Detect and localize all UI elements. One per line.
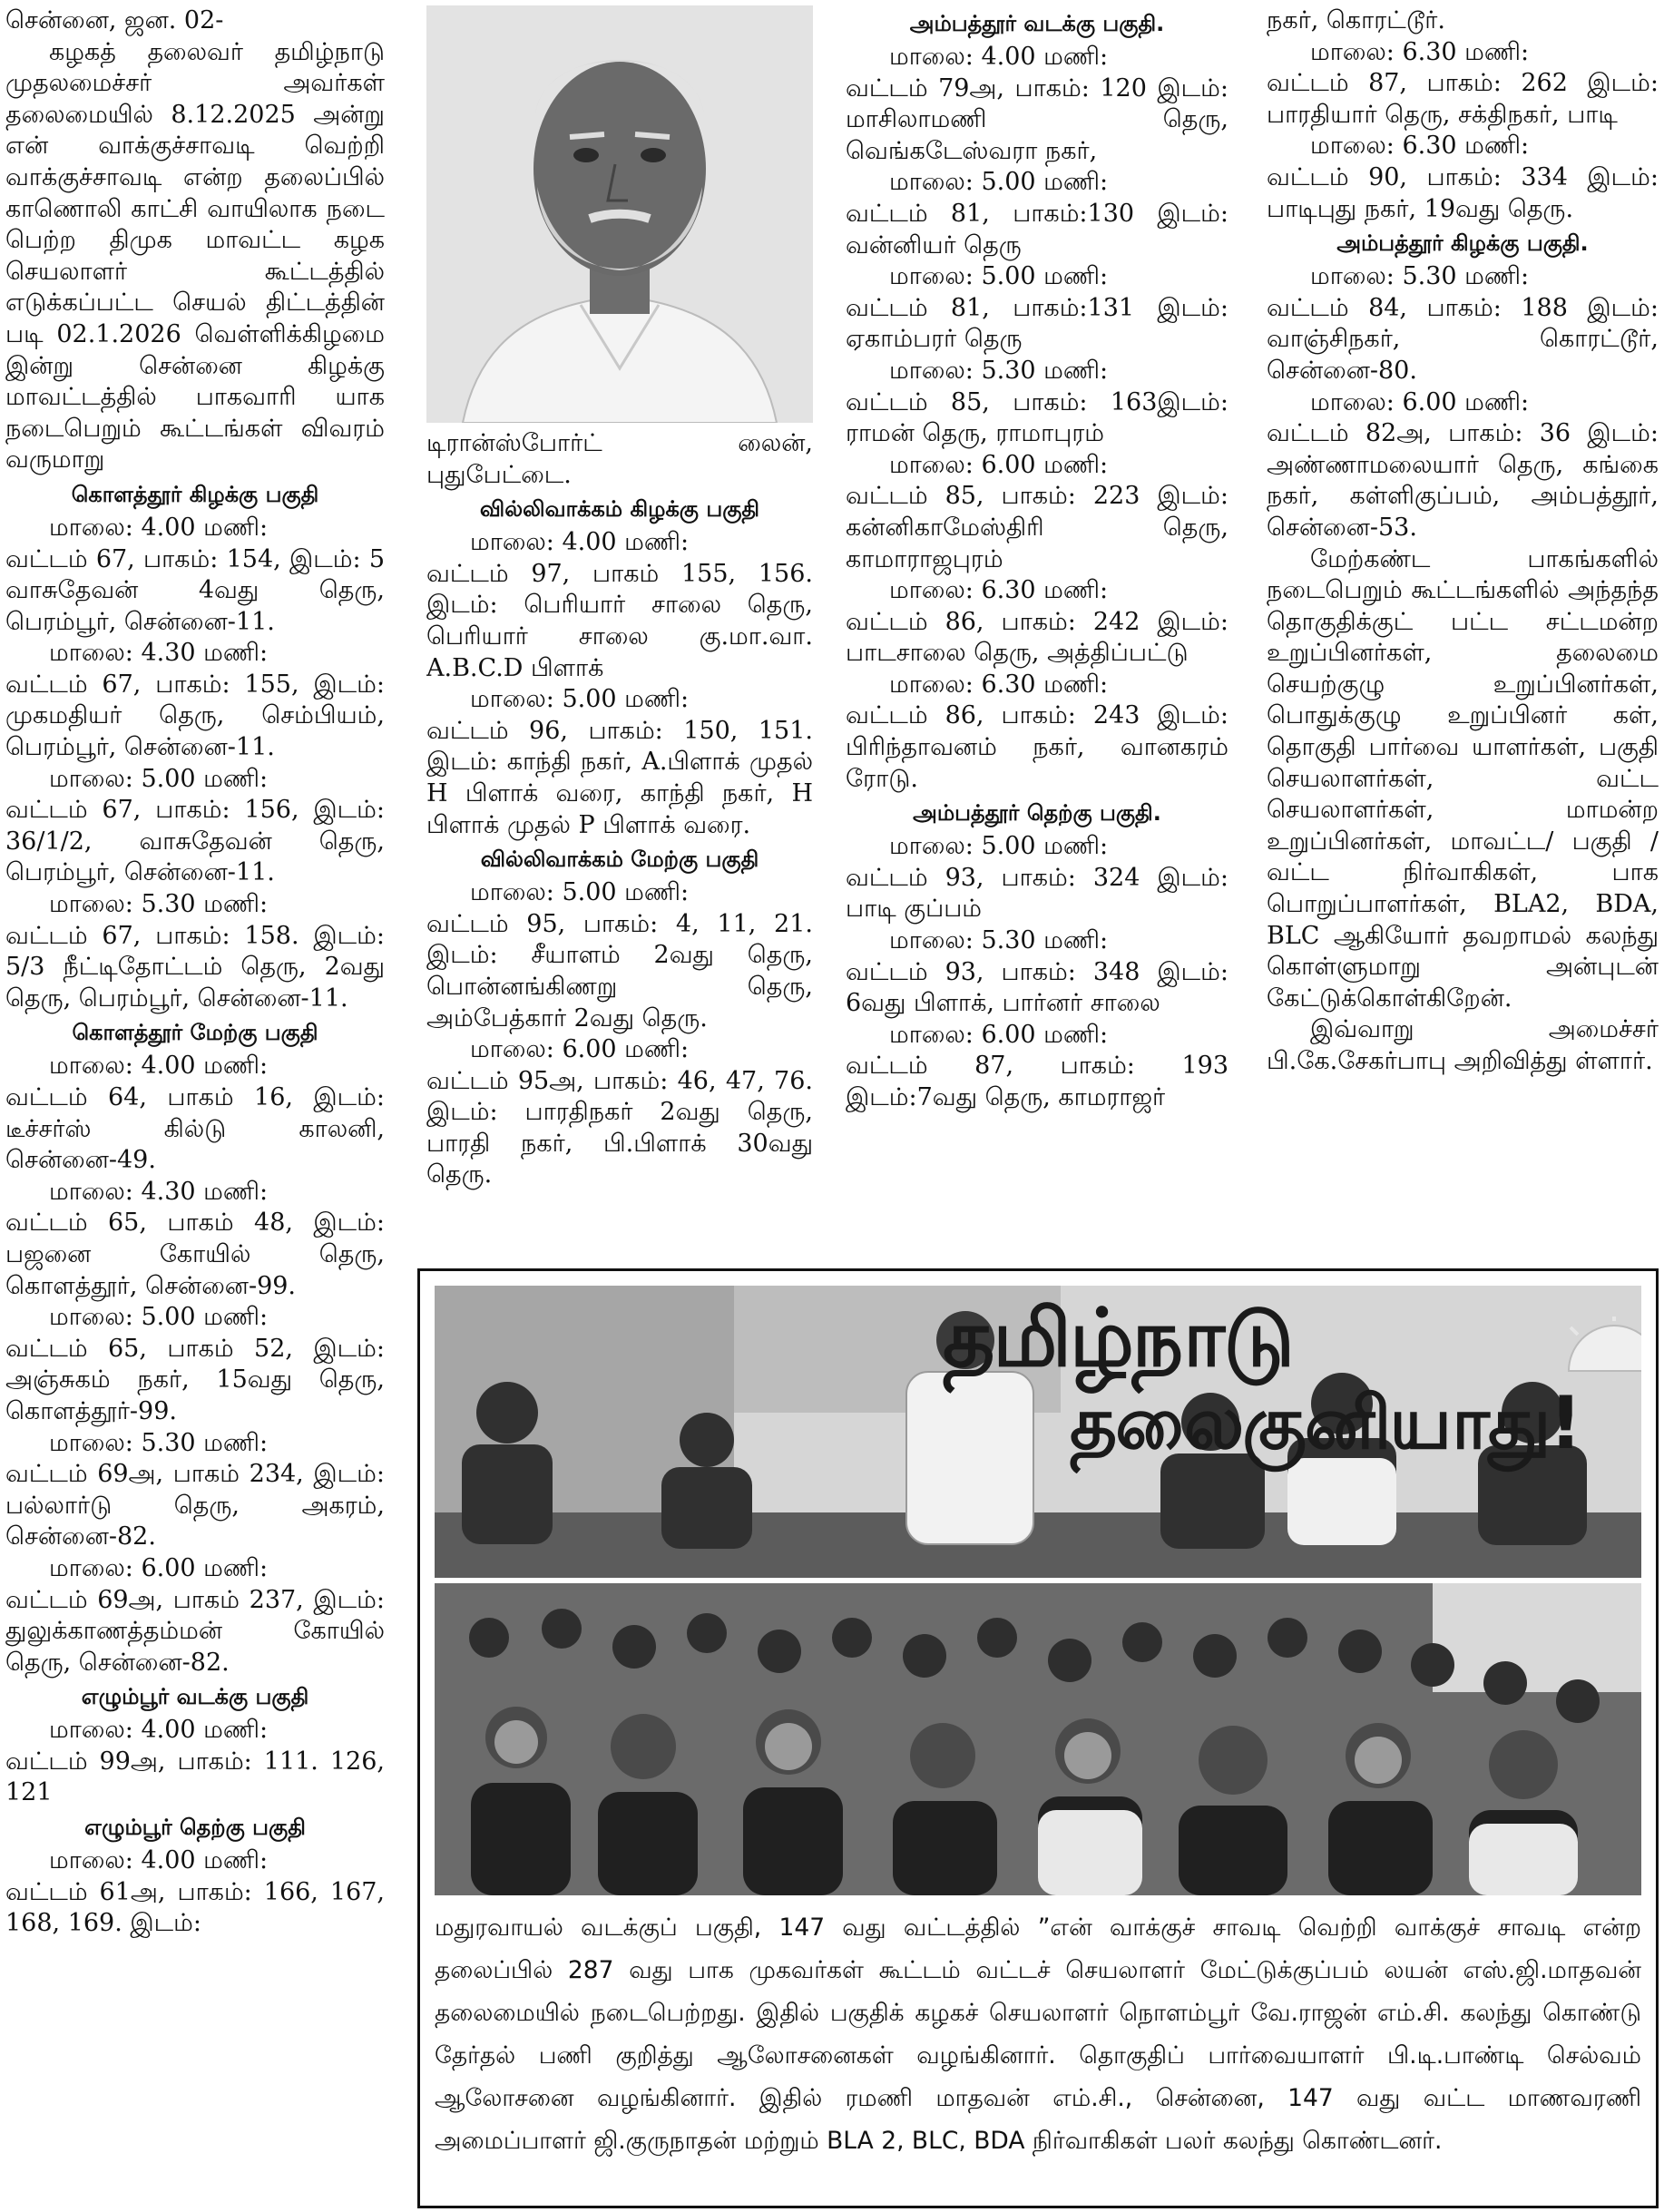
crowd-photo: [435, 1583, 1641, 1895]
paragraph: மாலை: 6.30 மணி:: [889, 670, 1109, 699]
paragraph: வட்டம் 90, பாகம்: 334 இடம்: பாடிபுது நகர், 19வது தெரு.: [1267, 162, 1659, 223]
portrait-photo: [426, 5, 813, 423]
paragraph: வட்டம் 81, பாகம்:131 இடம்: ஏகாம்பரர் தெரு: [846, 293, 1228, 354]
banner-text-line-1: தமிழ்நாடு: [943, 1291, 1293, 1385]
paragraph: கழகத் தலைவர் தமிழ்நாடு முதலமைச்சர் அவர்கள் தலைமையில் 8.12.2025 அன்று என் வாக்குச்சாவடி வெற்றி வாக்குச்சாவடி என்ற தலைப்பில் காணொலி காட்சி வாயிலாக நடை பெற்ற திமுக மாவட்ட கழக செயலாளர் கூட்டத்தில் எடுக்கப்பட்ட செயல் திட்டத்தின் படி 02.1.2026 வெள்ளிக்கிழமை இன்று சென்னை கிழக்கு மாவட்டத்தில் பாகவாரி யாக நடைபெறும் கூட்டங்கள் விவரம் வருமாறு: [5, 37, 385, 475]
paragraph: வட்டம் 69அ, பாகம் 237, இடம்: துலுக்காணத்தம்மன் கோயில் தெரு, சென்னை-82.: [5, 1585, 385, 1677]
paragraph: மாலை: 6.30 மணி:: [1310, 37, 1530, 66]
paragraph: வட்டம் 67, பாகம்: 158. இடம்: 5/3 நீட்டிதோட்டம் தெரு, 2வது தெரு, பெரம்பூர், சென்னை-11.: [5, 921, 385, 1013]
paragraph: மாலை: 4.00 மணி:: [49, 1052, 269, 1081]
news-photo-box: [417, 1268, 1659, 2208]
rising-sun-icon: [1560, 1316, 1641, 1380]
paragraph: மாலை: 5.00 மணி:: [889, 832, 1109, 861]
paragraph: மாலை: 5.00 மணி:: [889, 262, 1109, 291]
paragraph: மாலை: 4.00 மணி:: [49, 1716, 269, 1745]
banner-text-line-2: தலைகுனியாது!: [1070, 1381, 1581, 1465]
paragraph: மாலை: 6.00 மணி:: [49, 1553, 269, 1582]
paragraph: வட்டம் 99அ, பாகம்: 111. 126, 121: [5, 1747, 385, 1807]
section-heading: வில்லிவாக்கம் மேற்கு பகுதி: [480, 847, 759, 873]
paragraph: வட்டம் 93, பாகம்: 348 இடம்: 6வது பிளாக், பார்னர் சாலை: [846, 957, 1228, 1018]
paragraph: மாலை: 5.00 மணி:: [470, 878, 690, 907]
paragraph: வட்டம் 97, பாகம் 155, 156. இடம்: பெரியார் சாலை தெரு, பெரியார் சாலை கு.மா.வா. A.B.C.D பிளாக்: [426, 559, 813, 682]
stage-photo: [435, 1286, 1641, 1578]
section-heading: வில்லிவாக்கம் கிழக்கு பகுதி: [479, 496, 760, 523]
paragraph: மாலை: 5.00 மணி:: [889, 168, 1109, 197]
paragraph: வட்டம் 61அ, பாகம்: 166, 167, 168, 169. இடம்:: [5, 1877, 385, 1938]
paragraph: வட்டம் 85, பாகம்: 163இடம்: ராமன் தெரு, ராமாபுரம்: [846, 387, 1228, 448]
paragraph: வட்டம் 79அ, பாகம்: 120 இடம்: மாசிலாமணி தெரு, வெங்கடேஸ்வரா நகர்,: [846, 73, 1228, 165]
section-heading: அம்பத்தூர் கிழக்கு பகுதி.: [1336, 230, 1589, 257]
paragraph: வட்டம் 65, பாகம் 52, இடம்: அஞ்சுகம் நகர், 15வது தெரு, கொளத்தூர்-99.: [5, 1334, 385, 1425]
paragraph: மாலை: 5.00 மணி:: [49, 764, 269, 793]
paragraph: மாலை: 6.30 மணி:: [1310, 132, 1530, 161]
paragraph: வட்டம் 67, பாகம்: 154, இடம்: 5 வாசுதேவன் 4வது தெரு, பெரம்பூர், சென்னை-11.: [5, 544, 385, 636]
paragraph: வட்டம் 65, பாகம் 48, இடம்: பஜனை கோயில் தெரு, கொளத்தூர், சென்னை-99.: [5, 1209, 385, 1300]
section-heading: எழும்பூர் தெற்கு பகுதி: [84, 1815, 306, 1841]
paragraph: வட்டம் 86, பாகம்: 243 இடம்: பிரிந்தாவனம் நகர், வானகரம் ரோடு.: [846, 701, 1228, 793]
crowd-illustration: [435, 1583, 1641, 1895]
article-column-3: [846, 5, 1228, 1248]
paragraph: வட்டம் 95, பாகம்: 4, 11, 21. இடம்: சீயாளம் 2வது தெரு, பொன்னங்கிணறு தெரு, அம்பேத்கார் 2வது தெரு.: [426, 909, 813, 1033]
paragraph: வட்டம் 87, பாகம்: 262 இடம்: பாரதியார் தெரு, சக்திநகர், பாடி: [1267, 69, 1659, 129]
paragraph: வட்டம் 85, பாகம்: 223 இடம்: கன்னிகாமேஸ்திரி தெரு, காமாராஜபுரம்: [846, 482, 1228, 573]
paragraph: வட்டம் 87, பாகம்: 193 இடம்:7வது தெரு, காமராஜர்: [846, 1052, 1228, 1111]
paragraph: வட்டம் 95அ, பாகம்: 46, 47, 76. இடம்: பாரதிநகர் 2வது தெரு, பாரதி நகர், பி.பிளாக் 30வது தெரு.: [426, 1066, 813, 1189]
paragraph: டிரான்ஸ்போர்ட் லைன், புதுபேட்டை.: [426, 429, 813, 489]
paragraph: மாலை: 5.00 மணி:: [470, 685, 690, 714]
section-heading: எழும்பூர் வடக்கு பகுதி: [81, 1684, 309, 1710]
section-heading: கொளத்தூர் கிழக்கு பகுதி: [71, 481, 319, 507]
paragraph: வட்டம் 96, பாகம்: 150, 151. இடம்: காந்தி நகர், A.பிளாக் முதல் H பிளாக் வரை, காந்தி நகர், H பிளாக் முதல் P பிளாக் வரை.: [426, 716, 813, 839]
paragraph: வட்டம் 82அ, பாகம்: 36 இடம்: அண்ணாமலையார் தெரு, கங்கை நகர், கள்ளிகுப்பம், அம்பத்தூர், சென்னை-53.: [1267, 419, 1659, 542]
section-heading: அம்பத்தூர் வடக்கு பகுதி.: [909, 11, 1165, 36]
photo-caption: மதுரவாயல் வடக்குப் பகுதி, 147 வது வட்டத்தில் ”என் வாக்குச் சாவடி வெற்றி வாக்குச் சாவடி என்ற தலைப்பில் 287 வது பாக முகவர்கள் கூட்டம் வட்டச் செயலாளர் மேட்டுக்குப்பம் லயன் எஸ்.ஜி.மாதவன் தலைமையில் நடைபெற்றது. இதில் பகுதிக் கழகச் செயலாளர் நொளம்பூர் வே.ராஜன் எம்.சி. கலந்து கொண்டு தேர்தல் பணி குறித்து ஆலோசனைகள் வழங்கினார். தொகுதிப் பார்வையாளர் பி.டி.பாண்டி செல்வம் ஆலோசனை வழங்கினார். இதில் ரமணி மாதவன் எம்.சி., சென்னை, 147 வது வட்ட மாணவரணி அமைப்பாளர் ஜி.குருநாதன் மற்றும் BLA 2, BLC, BDA நிர்வாகிகள் பலர் கலந்து கொண்டனர்.: [435, 1913, 1641, 2155]
paragraph: மேற்கண்ட பாகங்களில் நடைபெறும் கூட்டங்களில் அந்தந்த தொகுதிக்குட் பட்ட சட்டமன்ற உறுப்பினர்கள், தலைமை செயற்குழு உறுப்பினர்கள், பொதுக்குழு உறுப்பினர் கள், தொகுதி பார்வை யாளர்கள், பகுதி செயலாளர்கள், வட்ட செயலாளர்கள், மாமன்ற உறுப்பினர்கள், மாவட்ட/ பகுதி / வட்ட நிர்வாகிகள், பாக பொறுப்பாளர்கள், BLA2, BDA, BLC ஆகியோர் தவறாமல் கலந்து கொள்ளுமாறு அன்புடன் கேட்டுக்கொள்கிறேன்.: [1267, 544, 1659, 1013]
paragraph: நகர், கொரட்டூர்.: [1267, 6, 1445, 34]
paragraph: வட்டம் 81, பாகம்:130 இடம்: வன்னியர் தெரு: [846, 199, 1228, 259]
section-heading: அம்பத்தூர் தெற்கு பகுதி.: [913, 800, 1161, 827]
portrait-illustration: [426, 5, 813, 423]
paragraph: மாலை: 5.30 மணி:: [49, 1428, 269, 1457]
paragraph: மாலை: 6.00 மணி:: [1310, 387, 1530, 416]
paragraph: மாலை: 6.00 மணி:: [889, 1020, 1109, 1049]
paragraph: வட்டம் 64, பாகம் 16, இடம்: டீச்சர்ஸ் கில்டு காலனி, சென்னை-49.: [5, 1083, 385, 1175]
paragraph: வட்டம் 67, பாகம்: 156, இடம்: 36/1/2, வாசுதேவன் தெரு, பெரம்பூர், சென்னை-11.: [5, 796, 385, 887]
paragraph: மாலை: 5.30 மணி:: [889, 356, 1109, 385]
paragraph: மாலை: 4.30 மணி:: [49, 1177, 269, 1206]
paragraph: வட்டம் 86, பாகம்: 242 இடம்: பாடசாலை தெரு, அத்திப்பட்டு: [846, 607, 1228, 668]
section-heading: கொளத்தூர் மேற்கு பகுதி: [72, 1020, 318, 1046]
paragraph: மாலை: 6.30 மணி:: [889, 576, 1109, 605]
paragraph: மாலை: 5.30 மணி:: [1310, 262, 1530, 291]
paragraph: மாலை: 4.00 மணி:: [470, 528, 690, 557]
paragraph: மாலை: 4.00 மணி:: [49, 1846, 269, 1875]
article-column-4: [1267, 5, 1659, 1258]
paragraph: வட்டம் 67, பாகம்: 155, இடம்: முகமதியர் தெரு, செம்பியம், பெரம்பூர், சென்னை-11.: [5, 670, 385, 762]
paragraph: வட்டம் 93, பாகம்: 324 இடம்: பாடி குப்பம்: [846, 863, 1228, 924]
paragraph: மாலை: 6.00 மணி:: [470, 1035, 690, 1064]
paragraph: மாலை: 6.00 மணி:: [889, 450, 1109, 479]
paragraph: மாலை: 4.00 மணி:: [49, 513, 269, 542]
paragraph: சென்னை, ஜன. 02-: [5, 6, 224, 34]
paragraph: மாலை: 4.30 மணி:: [49, 639, 269, 668]
paragraph: மாலை: 4.00 மணி:: [889, 43, 1109, 71]
paragraph: வட்டம் 84, பாகம்: 188 இடம்: வாஞ்சிநகர், கொரட்டூர், சென்னை-80.: [1267, 293, 1659, 385]
paragraph: மாலை: 5.30 மணி:: [889, 926, 1109, 955]
paragraph: வட்டம் 69அ, பாகம் 234, இடம்: பல்லார்டு தெரு, அகரம், சென்னை-82.: [5, 1460, 385, 1551]
paragraph: மாலை: 5.00 மணி:: [49, 1303, 269, 1332]
paragraph: இவ்வாறு அமைச்சர் பி.கே.சேகர்பாபு அறிவித்து ள்ளார்.: [1267, 1015, 1659, 1075]
article-column-2: [426, 428, 813, 1245]
paragraph: மாலை: 5.30 மணி:: [49, 890, 269, 919]
article-column-1: [5, 5, 385, 2208]
